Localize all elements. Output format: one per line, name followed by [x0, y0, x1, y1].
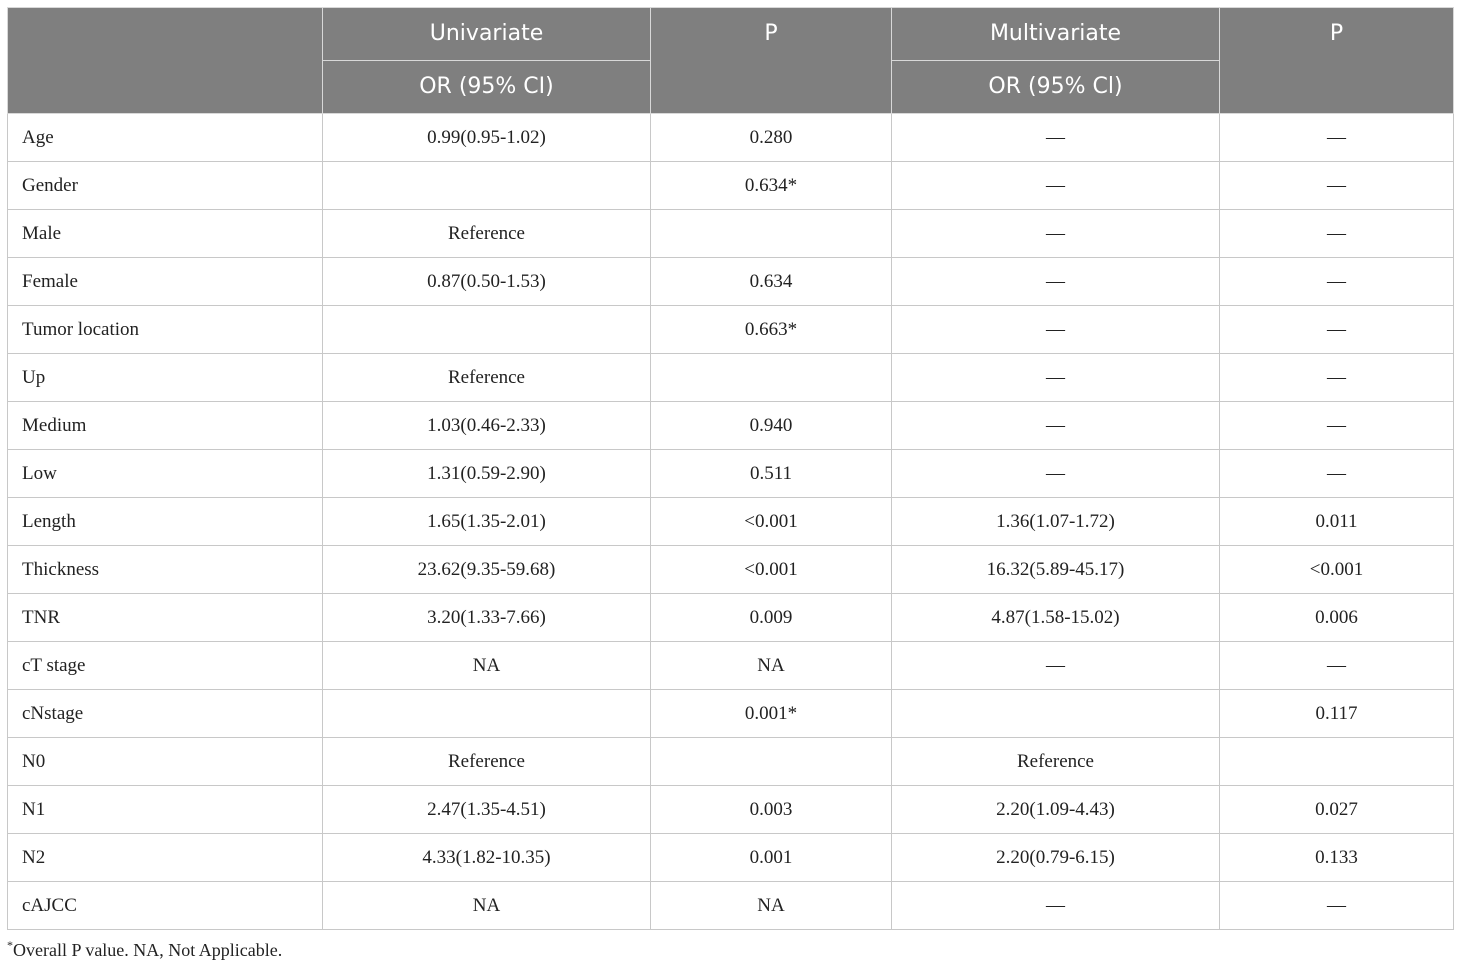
cell-multivariate-or: —: [892, 402, 1220, 450]
cell-multivariate-or: 1.36(1.07-1.72): [892, 498, 1220, 546]
cell-univariate-p: NA: [651, 642, 892, 690]
cell-multivariate-p: —: [1220, 306, 1454, 354]
cell-row-label: Length: [8, 498, 323, 546]
cell-univariate-or: 3.20(1.33-7.66): [323, 594, 651, 642]
cell-multivariate-or: —: [892, 450, 1220, 498]
cell-row-label: cNstage: [8, 690, 323, 738]
cell-multivariate-or: 4.87(1.58-15.02): [892, 594, 1220, 642]
cell-multivariate-p: 0.027: [1220, 786, 1454, 834]
cell-multivariate-or: Reference: [892, 738, 1220, 786]
cell-multivariate-or: —: [892, 306, 1220, 354]
cell-univariate-p: 0.280: [651, 114, 892, 162]
cell-multivariate-or: —: [892, 162, 1220, 210]
cell-univariate-p: 0.001*: [651, 690, 892, 738]
cell-row-label: Medium: [8, 402, 323, 450]
cell-multivariate-p: —: [1220, 114, 1454, 162]
cell-univariate-or: [323, 306, 651, 354]
cell-row-label: N0: [8, 738, 323, 786]
cell-univariate-p: 0.009: [651, 594, 892, 642]
cell-row-label: TNR: [8, 594, 323, 642]
cell-univariate-or: Reference: [323, 738, 651, 786]
cell-row-label: Low: [8, 450, 323, 498]
cell-univariate-p: <0.001: [651, 498, 892, 546]
cell-multivariate-p: —: [1220, 354, 1454, 402]
cell-multivariate-p: —: [1220, 882, 1454, 930]
cell-multivariate-p: [1220, 738, 1454, 786]
cell-univariate-p: 0.634: [651, 258, 892, 306]
cell-univariate-p: 0.634*: [651, 162, 892, 210]
cell-univariate-or: 4.33(1.82-10.35): [323, 834, 651, 882]
header-or-ci-univariate: OR (95% CI): [323, 61, 651, 114]
table-header: [8, 8, 1454, 114]
cell-univariate-p: <0.001: [651, 546, 892, 594]
header-multivariate: Multivariate: [892, 8, 1220, 61]
cell-row-label: Age: [8, 114, 323, 162]
cell-univariate-p: 0.663*: [651, 306, 892, 354]
table-row: [8, 546, 1454, 594]
footnote-mark: *: [7, 938, 13, 952]
cell-row-label: N2: [8, 834, 323, 882]
cell-multivariate-or: —: [892, 882, 1220, 930]
cell-row-label: Thickness: [8, 546, 323, 594]
regression-table: [7, 7, 1454, 930]
cell-row-label: Tumor location: [8, 306, 323, 354]
table-row: [8, 258, 1454, 306]
table-row: [8, 882, 1454, 930]
cell-univariate-or: NA: [323, 642, 651, 690]
table-footnote: [7, 938, 282, 961]
cell-multivariate-p: 0.133: [1220, 834, 1454, 882]
cell-univariate-p: 0.511: [651, 450, 892, 498]
cell-multivariate-p: <0.001: [1220, 546, 1454, 594]
table-row: [8, 402, 1454, 450]
regression-table-container: [7, 7, 1453, 930]
cell-univariate-or: [323, 690, 651, 738]
cell-univariate-or: 1.65(1.35-2.01): [323, 498, 651, 546]
header-univariate: Univariate: [323, 8, 651, 61]
table-row: [8, 786, 1454, 834]
cell-multivariate-p: —: [1220, 402, 1454, 450]
cell-multivariate-or: —: [892, 210, 1220, 258]
cell-univariate-or: 0.87(0.50-1.53): [323, 258, 651, 306]
header-p-univariate: P: [651, 8, 892, 114]
cell-univariate-p: [651, 210, 892, 258]
cell-row-label: Gender: [8, 162, 323, 210]
header-or-ci-multivariate: OR (95% Cl): [892, 61, 1220, 114]
cell-row-label: Female: [8, 258, 323, 306]
table-row: [8, 354, 1454, 402]
cell-univariate-p: [651, 354, 892, 402]
cell-multivariate-p: 0.011: [1220, 498, 1454, 546]
cell-univariate-or: 0.99(0.95-1.02): [323, 114, 651, 162]
cell-multivariate-or: —: [892, 114, 1220, 162]
table-row: [8, 834, 1454, 882]
cell-univariate-p: [651, 738, 892, 786]
cell-row-label: cAJCC: [8, 882, 323, 930]
footnote-text: Overall P value. NA, Not Applicable.: [13, 940, 283, 960]
cell-multivariate-p: 0.006: [1220, 594, 1454, 642]
cell-univariate-p: 0.940: [651, 402, 892, 450]
table-body: [8, 114, 1454, 930]
cell-univariate-or: 23.62(9.35-59.68): [323, 546, 651, 594]
header-p-multivariate: P: [1220, 8, 1454, 114]
cell-multivariate-p: —: [1220, 450, 1454, 498]
cell-multivariate-p: —: [1220, 642, 1454, 690]
table-row: [8, 738, 1454, 786]
cell-univariate-or: 2.47(1.35-4.51): [323, 786, 651, 834]
table-row: [8, 210, 1454, 258]
table-row: [8, 306, 1454, 354]
table-row: [8, 594, 1454, 642]
cell-univariate-or: 1.31(0.59-2.90): [323, 450, 651, 498]
header-corner-empty: [8, 8, 323, 114]
cell-row-label: Up: [8, 354, 323, 402]
cell-row-label: N1: [8, 786, 323, 834]
table-row: [8, 162, 1454, 210]
cell-multivariate-or: —: [892, 354, 1220, 402]
cell-multivariate-p: —: [1220, 162, 1454, 210]
cell-univariate-or: Reference: [323, 354, 651, 402]
cell-multivariate-or: 2.20(0.79-6.15): [892, 834, 1220, 882]
cell-univariate-p: 0.003: [651, 786, 892, 834]
table-row: [8, 450, 1454, 498]
cell-multivariate-or: 16.32(5.89-45.17): [892, 546, 1220, 594]
cell-univariate-p: NA: [651, 882, 892, 930]
cell-row-label: Male: [8, 210, 323, 258]
cell-multivariate-p: —: [1220, 258, 1454, 306]
cell-univariate-or: NA: [323, 882, 651, 930]
table-row: [8, 498, 1454, 546]
cell-univariate-p: 0.001: [651, 834, 892, 882]
cell-univariate-or: [323, 162, 651, 210]
table-row: [8, 642, 1454, 690]
cell-multivariate-p: 0.117: [1220, 690, 1454, 738]
cell-multivariate-or: [892, 690, 1220, 738]
cell-multivariate-or: —: [892, 642, 1220, 690]
table-row: [8, 114, 1454, 162]
cell-univariate-or: Reference: [323, 210, 651, 258]
cell-multivariate-or: —: [892, 258, 1220, 306]
cell-multivariate-p: —: [1220, 210, 1454, 258]
cell-univariate-or: 1.03(0.46-2.33): [323, 402, 651, 450]
table-row: [8, 690, 1454, 738]
cell-row-label: cT stage: [8, 642, 323, 690]
cell-multivariate-or: 2.20(1.09-4.43): [892, 786, 1220, 834]
